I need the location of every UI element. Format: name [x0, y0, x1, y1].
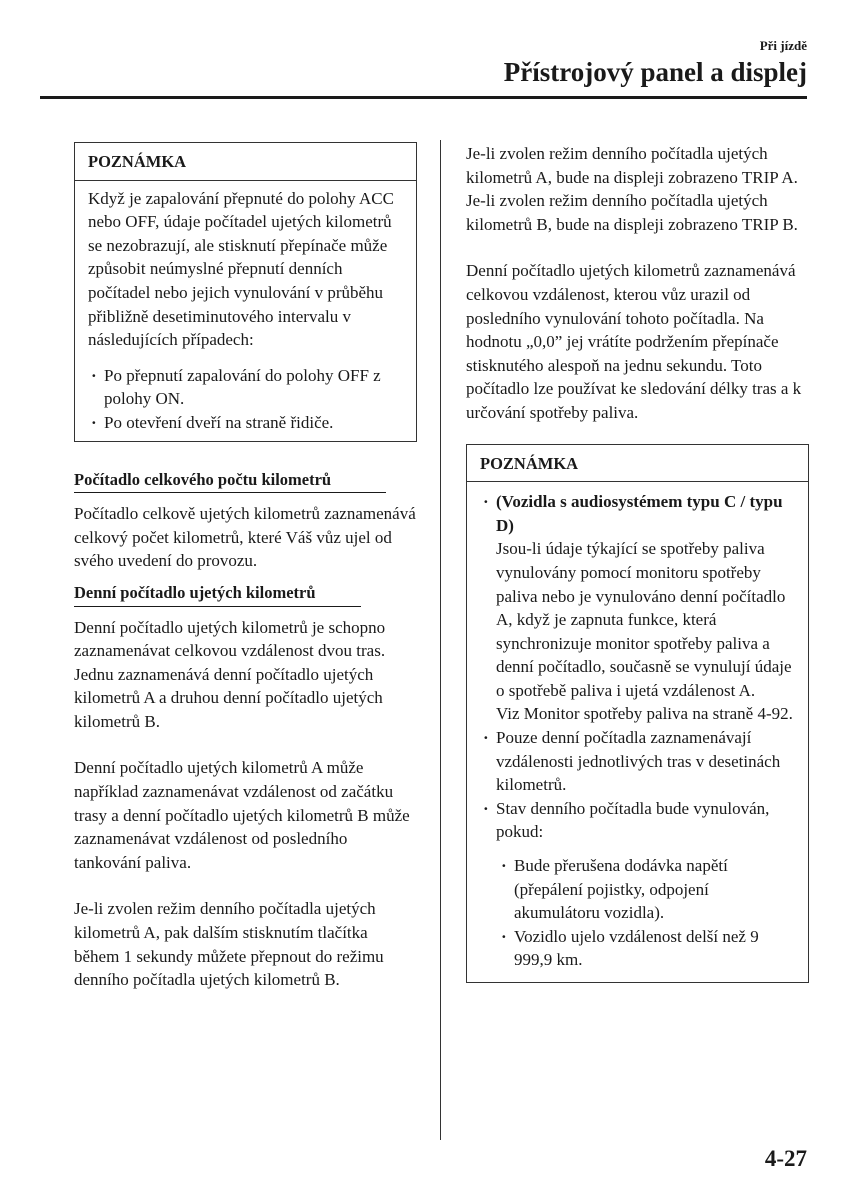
right-column: [466, 142, 809, 983]
sublist-item: · Vozidlo ujelo vzdálenost delší než 9 999,9 km.: [498, 925, 795, 972]
note-list: [88, 364, 403, 435]
section-label: Při jízdě: [759, 38, 807, 53]
note-body: [75, 181, 416, 441]
note-text: Když je zapalování přepnuté do polohy ACC nebo OFF, údaje počítadel ujetých kilometrů se nezobrazují, ale stisknutí přepínače může způsobit neúmyslné přepnutí denních počítadel nebo jejich vynulování v průběhu přibližně desetiminutového intervalu v následujících případech:: [88, 188, 394, 350]
sublist-item: · Bude přerušena dodávka napětí (přepálení pojistky, odpojení akumulátoru vozidla).: [498, 854, 795, 925]
page-title: Přístrojový panel a displej: [503, 57, 807, 87]
list-item: · Pouze denní počítadla zaznamenávají vzdálenosti jednotlivých tras v desetinách kilometrů.: [480, 726, 795, 797]
odometer-section: [74, 468, 417, 573]
note-box-left: [74, 142, 417, 442]
page-number: 4-27: [764, 1146, 807, 1171]
note-sublist: [498, 854, 795, 972]
note-box-right: [466, 444, 809, 983]
list-item: · Stav denního počítadla bude vynulován, pokud:: [480, 797, 795, 844]
left-column: [74, 142, 417, 992]
note-item-heading: (Vozidla s audiosystémem typu C / typu D): [496, 492, 783, 535]
header-rule: [40, 96, 807, 99]
trip-paragraph: Denní počítadlo ujetých kilometrů A může například zaznamenávat vzdálenost od začátku trasy a denní počítadlo ujetých kilometrů B může zaznamenávat vzdálenost od posledního tankování paliva.: [74, 758, 410, 872]
trip-display-text: Je-li zvolen režim denního počítadla ujetých kilometrů A, bude na displeji zobrazeno TRIP A. Je-li zvolen režim denního počítadla ujetých kilometrů B, bude na displeji zobrazeno TRIP B.: [466, 144, 798, 234]
trip-heading: Denní počítadlo ujetých kilometrů: [74, 582, 316, 602]
note-title: POZNÁMKA: [467, 445, 808, 483]
list-item: · Po přepnutí zapalování do polohy OFF z polohy ON.: [88, 364, 403, 411]
trip-section: [74, 581, 417, 992]
trip-paragraph: Denní počítadlo ujetých kilometrů je schopno zaznamenávat celkovou vzdálenost dvou tras. Jednu zaznamenává denní počítadlo ujetých kilometrů A a druhou denní počítadlo ujetých kilometrů B.: [74, 617, 386, 731]
note-title: POZNÁMKA: [75, 143, 416, 181]
cross-reference: Viz Monitor spotřeby paliva na straně 4-92.: [496, 704, 793, 724]
list-item: [480, 490, 795, 726]
odometer-heading: Počítadlo celkového počtu kilometrů: [74, 469, 332, 489]
trip-paragraph: Je-li zvolen režim denního počítadla ujetých kilometrů A, pak dalším stisknutím tlačítka během 1 sekundy můžete přepnout do režimu denního počítadla ujetých kilometrů B.: [74, 899, 384, 990]
column-divider: [440, 140, 441, 1140]
note-list: [480, 490, 795, 844]
list-item: · Po otevření dveří na straně řidiče.: [88, 411, 403, 435]
odometer-text: Počítadlo celkově ujetých kilometrů zaznamenává celkový počet kilometrů, které Váš vůz ujel od svého uvedení do provozu.: [74, 504, 416, 571]
note-body: [467, 482, 808, 982]
note-item-text: Jsou-li údaje týkající se spotřeby paliva vynulovány pomocí monitoru spotřeby paliva nebo je vynulováno denní počítadlo A, když je zapnuta funkce, která synchronizuje monitor spotřeby paliva a denní počítadlo, současně se vynulují údaje o spotřebě paliva i ujetá vzdálenost A.: [496, 539, 792, 700]
trip-reset-text: Denní počítadlo ujetých kilometrů zaznamenává celkovou vzdálenost, kterou vůz urazil od posledního vynulování tohoto počítadla. Na hodnotu „0,0” jej vrátíte podržením přepínače stisknutého alespoň na jednu sekundu. Toto počítadlo lze používat ke sledování délky tras a k určování spotřeby paliva.: [466, 261, 802, 422]
